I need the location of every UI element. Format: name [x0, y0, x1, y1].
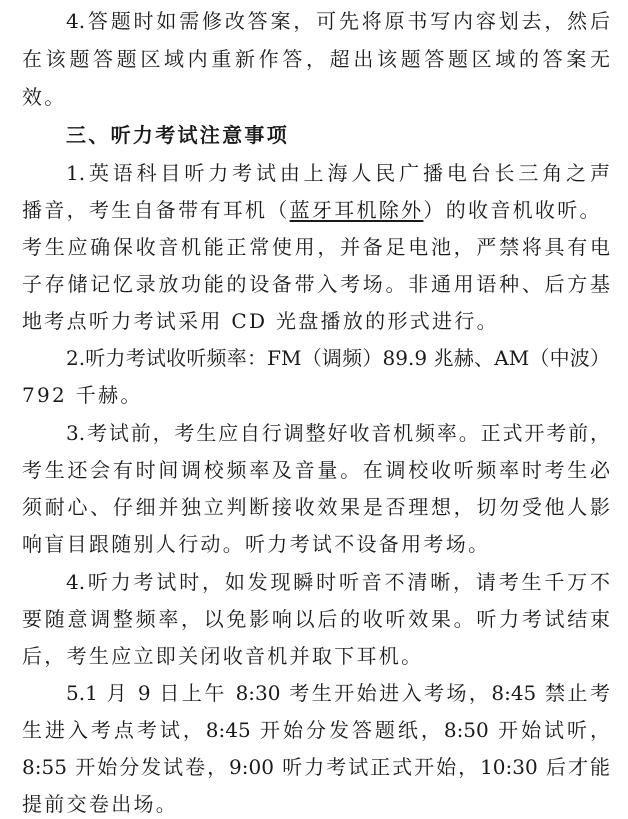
paragraph-line: 4.听力考试时，如发现瞬时听音不清晰，请考生千万不 [66, 570, 610, 594]
paragraph-line: 5.1 月 9 日上午 8:30 考生开始进入考场，8:45 禁止考 [66, 681, 610, 705]
paragraph-line: 生进入考点考试，8:45 开始分发答题纸，8:50 开始试听， [22, 718, 610, 742]
paragraph-line: 要随意调整频率，以免影响以后的收听效果。听力考试结束 [22, 607, 610, 631]
paragraph-line: 考生还会有时间调校频率及音量。在调校收听频率时考生必 [22, 458, 610, 482]
paragraph-line: 地考点听力考试采用 CD 光盘播放的形式进行。 [22, 309, 499, 333]
paragraph-line: 8:55 开始分发试卷，9:00 听力考试正式开始，10:30 后才能 [22, 755, 610, 779]
paragraph-line: 子存储记忆录放功能的设备带入考场。非通用语种、后方基 [22, 272, 610, 296]
paragraph-line: 2.听力考试收听频率：FM（调频）89.9 兆赫、AM（中波） [66, 346, 610, 370]
paragraph-line: 1.英语科目听力考试由上海人民广播电台长三角之声 [66, 161, 610, 185]
paragraph-line: 4.答题时如需修改答案，可先将原书写内容划去，然后 [66, 9, 610, 33]
paragraph-line: 考生应确保收音机能正常使用，并备足电池，严禁将具有电 [22, 235, 610, 259]
text-span: ）的收音机收听。 [423, 198, 602, 222]
section-heading: 三、听力考试注意事项 [66, 123, 289, 147]
paragraph-line [22, 197, 610, 223]
paragraph-line: 792 千赫。 [22, 383, 143, 407]
underlined-text: 蓝牙耳机除外 [289, 198, 424, 222]
paragraph-line: 效。 [22, 85, 67, 109]
text-span: 播音，考生自备带有耳机（ [22, 198, 290, 222]
paragraph-line: 须耐心、仔细并独立判断接收效果是否理想，切勿受他人影 [22, 495, 610, 519]
paragraph-line: 在该题答题区域内重新作答，超出该题答题区域的答案无 [22, 47, 610, 71]
paragraph-line: 后，考生应立即关闭收音机并取下耳机。 [22, 644, 424, 668]
paragraph-line: 响盲目跟随别人行动。听力考试不设备用考场。 [22, 532, 491, 556]
paragraph-line: 提前交卷出场。 [22, 792, 179, 816]
paragraph-line: 3.考试前，考生应自行调整好收音机频率。正式开考前， [66, 421, 610, 445]
